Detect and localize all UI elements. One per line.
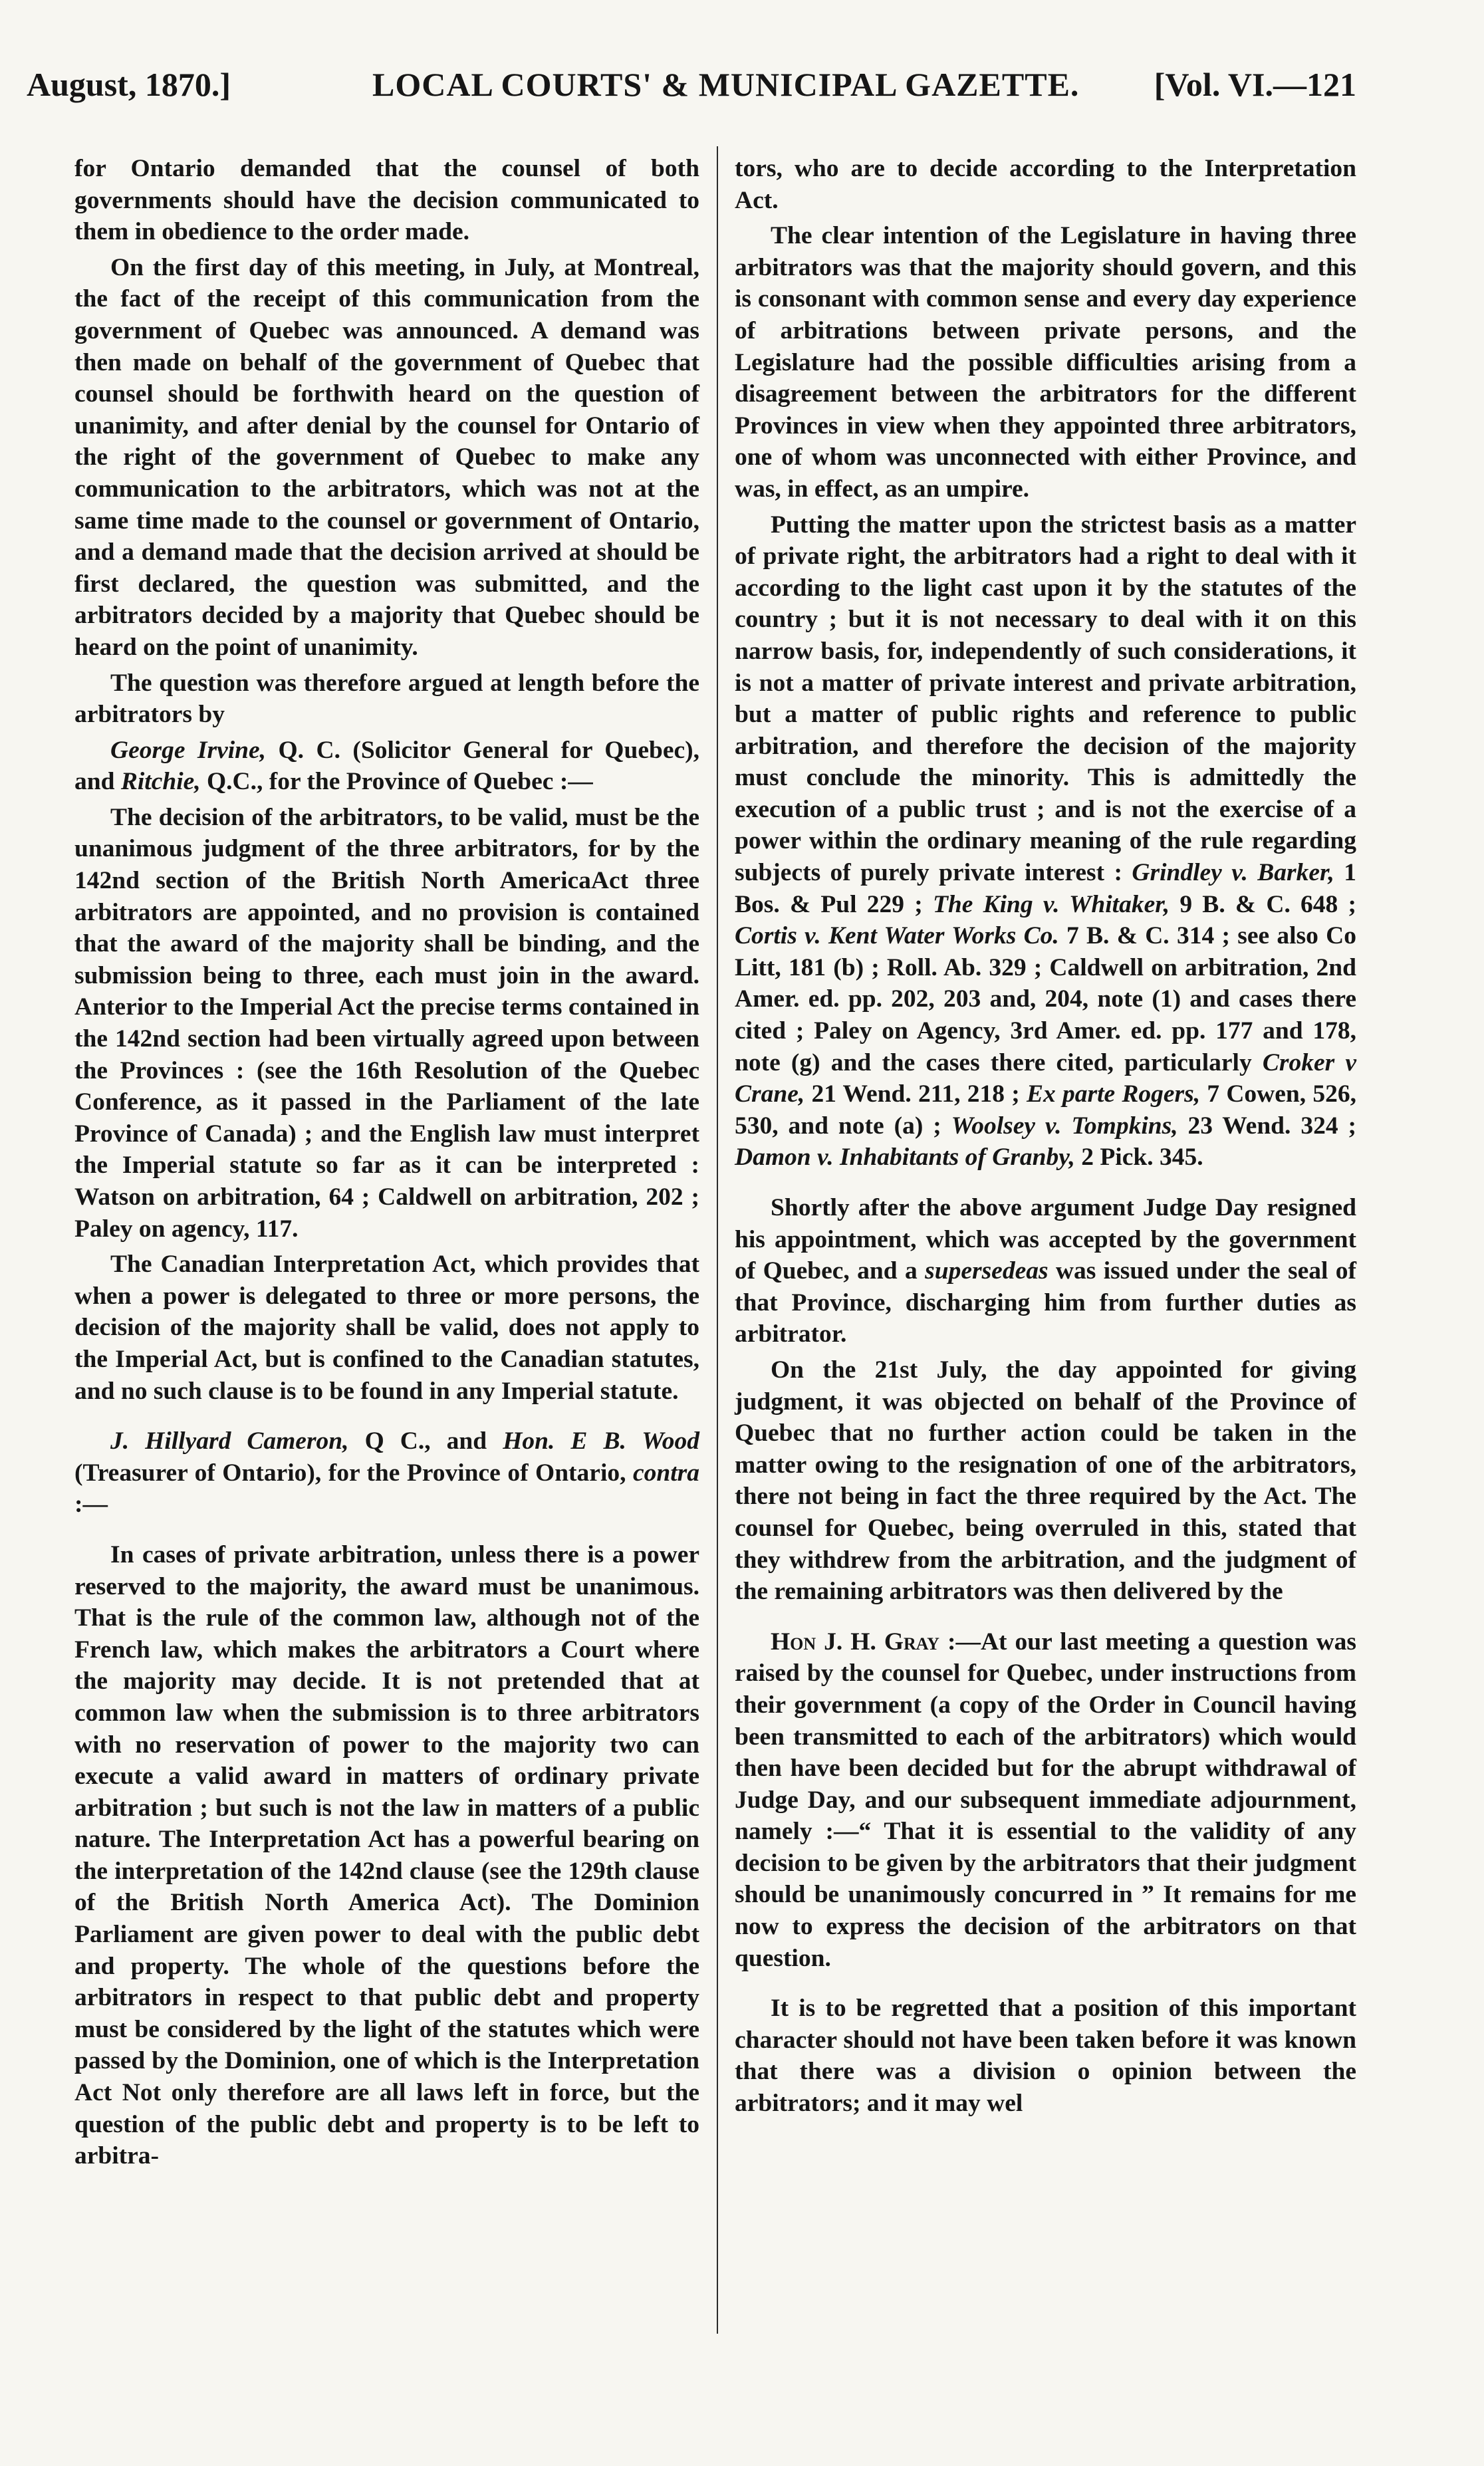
case-citation: The King v. Whitaker, [932,890,1170,918]
case-citation: Grindley v. Barker, [1132,859,1334,887]
header-date: August, 1870.] [27,66,231,103]
left-column [74,153,699,2172]
paragraph: On the first day of this meeting, in July, at Montreal, the fact of the receipt of this communication from the government of Quebec was announced. A demand was then made on behalf of the government of Quebec that counsel should be forthwith heard on the question of unanimity, and after denial by the counsel for Ontario of the right of the government of Quebec to make any communication to the arbitrators, which was not at the same time made to the counsel or government of Ontario, and a demand made that the decision arrived at should be first declared, the question was submitted, and the arbitrators decided by a majority that Quebec should be heard on the point of unanimity. [74,253,699,661]
paragraph: It is to be regretted that a position of this important character should not have been taken before it was known that there was a division o opinion between the arbitrators; and it may wel [735,1995,1356,2118]
counsel-name: Ritchie, [120,768,201,796]
paragraph: tors, who are to decide according to the Interpretation Act. [735,155,1356,214]
paragraph: The question was therefore argued at length before the arbitrators by [74,669,699,729]
paragraph: for Ontario demanded that the counsel of both governments should have the decision communicated to them in obedience to the order made. [74,155,699,246]
citation-paragraph: Putting the matter upon the strictest basis as a matter of private right, the arbitrators had a right to deal with it according to the light cast upon it by the statutes of the country ; but it is not necessary to deal with it on this narrow basis, for, independently of such considerations, it is not a matter of private interest and private arbitration, but a matter of public rights and reference to public arbitration, and therefore the decision of the majority must conclude the minority. This is admittedly the execution of a public trust ; and is not the exercise of a power within the ordinary meaning of the rule regarding subjects of purely private interest : Grindley v. Barker, 1 Bos. & Pul 229 ; The King v. Whitaker, 9 B. & C. 648 ; Cortis v. Kent Water Works Co. 7 B. & C. 314 ; see also Co Litt, 181 (b) ; Roll. Ab. 329 ; Caldwell on arbitration, 2nd Amer. ed. pp. 202, 203 and, 204, note (1) and cases there cited ; Paley on Agency, 3rd Amer. ed. pp. 177 and 178, note (g) and the cases there cited, particularly Croker v Crane, 21 Wend. 211, 218 ; Ex parte Rogers, 7 Cowen, 526, 530, and note (a) ; Woolsey v. Tompkins, 23 Wend. 324 ; Damon v. Inhabitants of Granby, 2 Pick. 345. [735,511,1357,1171]
counsel-name: Hon. E B. Wood [503,1427,700,1455]
case-citation: Ex parte Rogers, [1026,1080,1201,1108]
counsel-paragraph: George Irvine, Q. C. (Solicitor General for Quebec), and Ritchie, Q.C., for the Province of Quebec :— [74,736,699,796]
right-column [735,153,1356,2120]
paragraph: On the 21st July, the day appointed for giving judgment, it was objected on behalf of the Province of Quebec that no further action could be taken in the matter owing to the resignation of one of the arbitrators, there not being in fact the three required by the Act. The counsel for Quebec, being overruled in this, stated that they withdrew from the arbitration, and the judgment of the remaining arbitrators was then delivered by the [735,1356,1356,1606]
judge-name: Hon J. H. Gray [771,1628,939,1656]
judgment-paragraph: Hon J. H. Gray :—At our last meeting a question was raised by the counsel for Quebec, under instructions from their government (a copy of the Order in Council having been transmitted to each of the arbitrators) which would then have been decided but for the abrupt withdrawal of Judge Day, and our subsequent immediate adjournment, namely :—“ That it is essential to the validity of any decision to be given by the arbitrators that their judgment should be unanimously concurred in ” It remains for me now to express the decision of the arbitrators on that question. [735,1628,1356,1972]
column-divider [717,146,718,2334]
case-citation: Croker v Crane, [735,1048,1356,1108]
paragraph: The decision of the arbitrators, to be valid, must be the unanimous judgment of the three arbitrators, for by the 142nd section of the British North AmericaAct three arbitrators are appointed, and no provision is contained that the award of the majority shall be binding, and the submission being to three, each must join in the award. Anterior to the Imperial Act the precise terms contained in the 142nd section had been virtually agreed upon between the Provinces : (see the 16th Resolution of the Quebec Conference, as it passed in the Parliament of the late Province of Canada) ; and the English law must interpret the Imperial statute so far as it can be interpreted : Watson on arbitration, 64 ; Caldwell on arbitration, 202 ; Paley on agency, 117. [74,803,699,1243]
paragraph: Shortly after the above argument Judge Day resigned his appointment, which was accepted by the government of Quebec, and a supersedeas was issued under the seal of that Province, discharging him from further duties as arbitrator. [735,1194,1356,1348]
paragraph: The Canadian Interpretation Act, which provides that when a power is delegated to three or more persons, the decision of the majority shall be valid, does not apply to the Imperial Act, but is confined to the Canadian statutes, and no such clause is to be found in any Imperial statute. [74,1251,699,1405]
case-citation: Damon v. Inhabitants of Granby, [735,1144,1075,1171]
case-citation: Woolsey v. Tompkins, [951,1112,1178,1140]
counsel-paragraph: J. Hillyard Cameron, Q C., and Hon. E B. Wood (Treasurer of Ontario), for the Province of Ontario, contra :— [74,1427,700,1519]
paragraph: In cases of private arbitration, unless there is a power reserved to the majority, the award must be unanimous. That is the rule of the common law, although not of the French law, which makes the arbitrators a Court where the majority may decide. It is not pretended that at common law when the submission is to three arbitrators with no reservation of power to the majority two can execute a valid award in matters of ordinary private arbitration ; but such is not the law in matters of a public nature. The Interpretation Act has a powerful bearing on the interpretation of the 142nd clause (see the 129th clause of the British North America Act). The Dominion Parliament are given power to deal with the public debt and property. The whole of the questions before the arbitrators in respect to that public debt and property must be considered by the light of the statutes which were passed by the Dominion, one of which is the Interpretation Act Not only therefore are all laws left in force, but the question of the public debt and property is to be left to arbitra- [74,1541,699,2170]
counsel-name: J. Hillyard Cameron, [110,1427,349,1455]
case-citation: Cortis v. Kent Water Works Co. [735,922,1059,950]
paragraph: The clear intention of the Legislature in having three arbitrators was that the majority should govern, and this is consonant with common sense and every day experience of arbitrations between private persons, and the Legislature had the possible difficulties arising from a disagreement between the arbitrators for the different Provinces in view when they appointed three arbitrators, one of whom was unconnected with either Province, and was, in effect, as an umpire. [735,222,1356,503]
header-volume: [Vol. VI.—121 [1154,66,1356,103]
counsel-name: George Irvine, [110,736,267,764]
page-header [27,59,1356,112]
header-title: LOCAL COURTS' & MUNICIPAL GAZETTE. [372,66,1080,103]
